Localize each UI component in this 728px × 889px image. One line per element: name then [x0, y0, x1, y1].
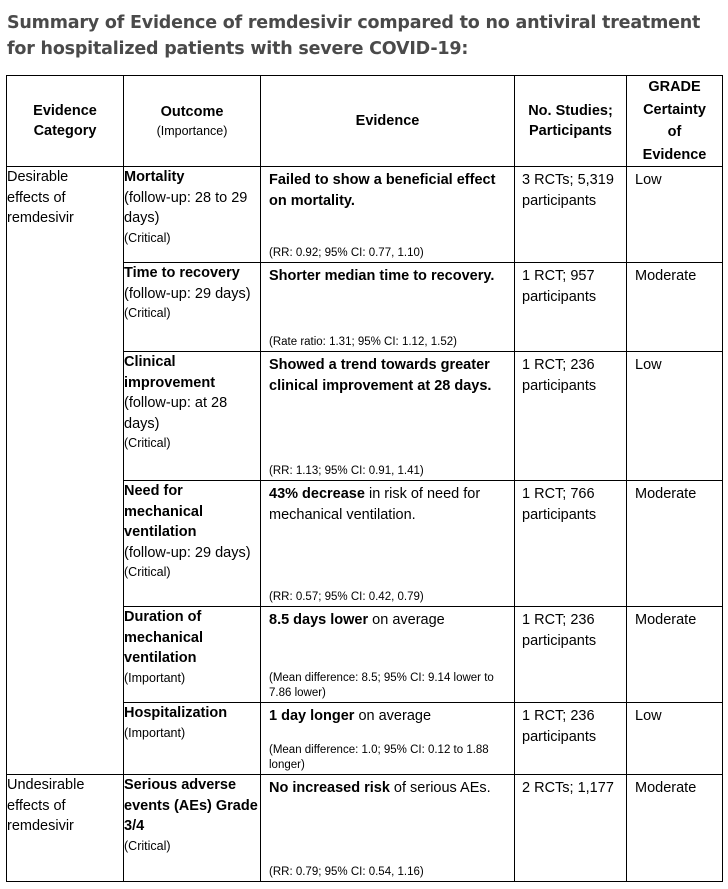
studies-text: 1 RCT; 957 participants [522, 268, 597, 305]
table-row [7, 775, 723, 882]
category-desirable [7, 167, 124, 775]
evidence-text [261, 352, 514, 396]
outcome-followup: (follow-up: 28 to 29 days) [124, 189, 248, 226]
grade-text: Moderate [635, 612, 697, 628]
outcome-importance: (Critical) [124, 436, 171, 450]
outcome-importance: (Critical) [124, 306, 171, 320]
outcome-cell [124, 481, 261, 607]
outcome-cell [124, 775, 261, 882]
evidence-text [261, 703, 514, 727]
studies-cell [515, 703, 627, 775]
header-outcome [124, 76, 261, 167]
grade-text: Moderate [635, 486, 697, 502]
outcome-name: Duration of mechanical ventilation [124, 609, 203, 666]
outcome-cell [124, 703, 261, 775]
studies-text: 1 RCT; 236 participants [522, 357, 597, 394]
category-line: remdesivir [7, 818, 74, 834]
grade-cell [627, 607, 723, 703]
studies-text: 1 RCT; 236 participants [522, 708, 597, 745]
evidence-bold: Shorter median time to recovery. [269, 268, 495, 284]
outcome-importance: (Critical) [124, 565, 171, 579]
evidence-rest: on average [354, 708, 432, 724]
evidence-rest: in risk of need for mechanical ventilation. [269, 486, 481, 523]
outcome-name: Need for mechanical ventilation [124, 483, 203, 540]
category-line: remdesivir [7, 210, 74, 226]
evidence-stat: (Rate ratio: 1.31; 95% CI: 1.12, 1.52) [269, 336, 457, 348]
header-row [7, 76, 723, 167]
category-line: Desirable [7, 169, 69, 185]
evidence-cell [261, 167, 515, 263]
studies-cell [515, 775, 627, 882]
table-row [7, 167, 723, 263]
evidence-stat: (RR: 0.57; 95% CI: 0.42, 0.79) [269, 591, 424, 603]
studies-text: 2 RCTs; 1,177 [522, 780, 614, 796]
outcome-cell [124, 352, 261, 481]
header-outcome-label: Outcome [160, 103, 224, 120]
evidence-bold: 8.5 days lower [269, 612, 369, 628]
evidence-text [261, 607, 514, 631]
outcome-followup: (follow-up: at 28 days) [124, 395, 228, 432]
grade-cell [627, 167, 723, 263]
evidence-bold: Failed to show a beneficial effect on mortality. [269, 172, 496, 209]
header-evidence: Evidence [261, 76, 515, 167]
studies-cell [515, 167, 627, 263]
outcome-cell [124, 167, 261, 263]
grade-cell [627, 263, 723, 352]
outcome-importance: (Critical) [124, 838, 171, 853]
evidence-cell [261, 775, 515, 882]
outcome-name: Hospitalization [124, 705, 228, 721]
grade-text: Moderate [635, 780, 697, 796]
page-title: Summary of Evidence of remdesivir compared to no antiviral treatment for hospitalized patients with severe COVID-19: [7, 13, 701, 59]
grade-text: Low [635, 357, 662, 373]
evidence-stat: (RR: 0.92; 95% CI: 0.77, 1.10) [269, 247, 424, 259]
evidence-text [261, 481, 514, 525]
category-undesirable [7, 775, 124, 882]
outcome-importance: (Important) [124, 725, 186, 740]
evidence-stat: (Mean difference: 8.5; 95% CI: 9.14 lower to 7.86 lower) [269, 672, 494, 699]
category-line: Undesirable [7, 777, 85, 793]
outcome-cell [124, 263, 261, 352]
studies-text: 1 RCT; 766 participants [522, 486, 597, 523]
evidence-cell [261, 607, 515, 703]
studies-cell [515, 263, 627, 352]
outcome-name: Clinical improvement [124, 354, 216, 391]
outcome-importance: (Critical) [124, 230, 171, 245]
grade-cell [627, 775, 723, 882]
studies-cell [515, 607, 627, 703]
studies-cell [515, 352, 627, 481]
outcome-name: Serious adverse events (AEs) Grade 3/4 [124, 777, 258, 834]
evidence-bold: No increased risk [269, 780, 390, 796]
evidence-table [6, 75, 723, 882]
outcome-importance: (Important) [124, 670, 186, 685]
evidence-stat: (RR: 1.13; 95% CI: 0.91, 1.41) [269, 465, 424, 477]
header-studies: No. Studies; Participants [515, 76, 627, 167]
evidence-text [261, 263, 514, 287]
grade-text: Low [635, 172, 662, 188]
evidence-bold: Showed a trend towards greater clinical improvement at 28 days. [269, 357, 492, 394]
grade-cell [627, 481, 723, 607]
evidence-stat: (RR: 0.79; 95% CI: 0.54, 1.16) [269, 866, 424, 878]
header-outcome-sub: (Importance) [156, 124, 228, 139]
evidence-stat: (Mean difference: 1.0; 95% CI: 0.12 to 1.88 longer) [269, 744, 489, 771]
studies-text: 3 RCTs; 5,319 participants [522, 172, 614, 209]
evidence-text [261, 775, 514, 799]
evidence-cell [261, 481, 515, 607]
evidence-bold: 43% decrease [269, 486, 365, 502]
evidence-bold: 1 day longer [269, 708, 355, 724]
outcome-followup: (follow-up: 29 days) [124, 544, 251, 561]
outcome-followup: (follow-up: 29 days) [124, 285, 251, 302]
grade-text: Moderate [635, 268, 697, 284]
grade-cell [627, 352, 723, 481]
evidence-rest: on average [368, 612, 445, 628]
grade-cell [627, 703, 723, 775]
category-line: effects of [7, 189, 66, 206]
evidence-cell [261, 352, 515, 481]
studies-text: 1 RCT; 236 participants [522, 612, 597, 649]
outcome-cell [124, 607, 261, 703]
header-category: Evidence Category [7, 76, 124, 167]
outcome-name: Time to recovery [124, 265, 240, 281]
evidence-text [261, 167, 514, 211]
studies-cell [515, 481, 627, 607]
outcome-name: Mortality [124, 169, 185, 185]
category-line: effects of [7, 797, 66, 814]
grade-text: Low [635, 708, 662, 724]
evidence-cell [261, 263, 515, 352]
header-grade: GRADE Certainty of Evidence [627, 76, 723, 167]
evidence-cell [261, 703, 515, 775]
evidence-rest: of serious AEs. [389, 780, 491, 796]
